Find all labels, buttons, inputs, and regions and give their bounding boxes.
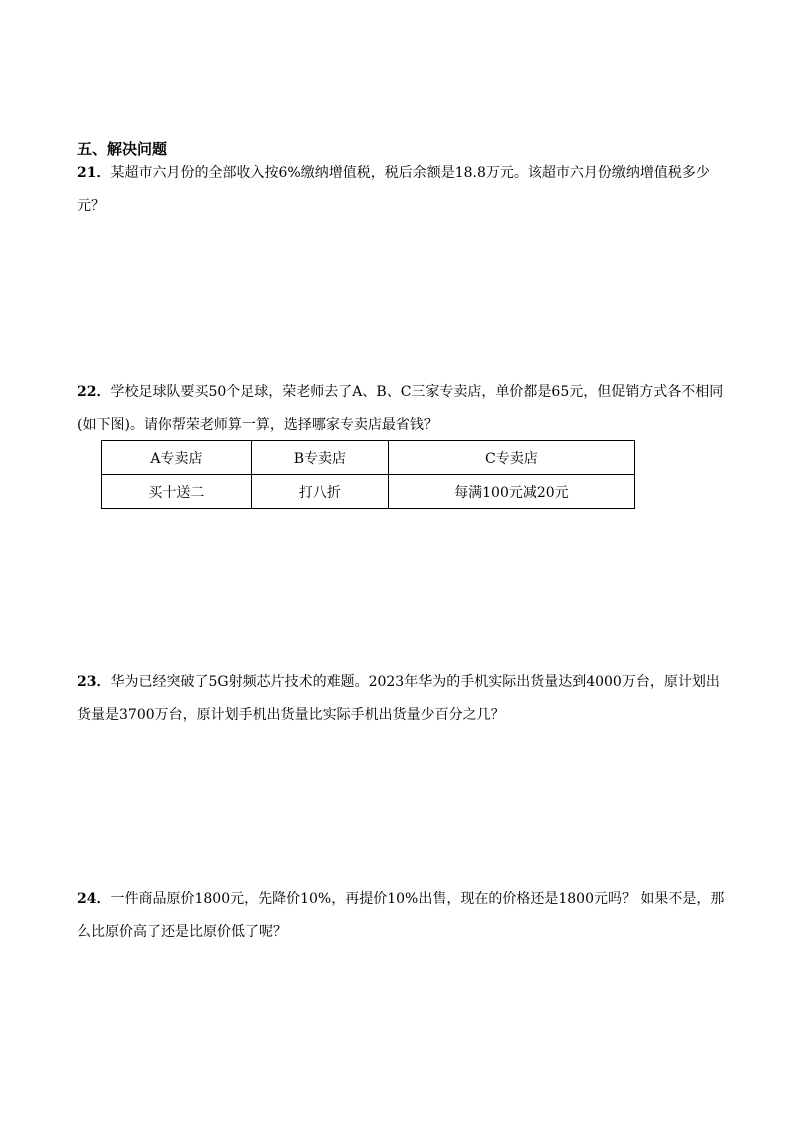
table-row (102, 475, 635, 509)
table-cell: 买十送二 (102, 475, 252, 509)
question-text: 某超市六月份的全部收入按6%缴纳增值税，税后余额是18.8万元。该超市六月份缴纳增值税多少元？ (77, 165, 710, 214)
table-header-cell: A专卖店 (102, 441, 252, 475)
question-text: 华为已经突破了5G射频芯片技术的难题。2023年华为的手机实际出货量达到4000万台，原计划出货量是3700万台，原计划手机出货量比实际手机出货量少百分之几？ (77, 674, 720, 723)
table-header-cell: B专卖店 (251, 441, 388, 475)
question-23 (77, 666, 727, 732)
question-22 (77, 376, 727, 442)
question-number: 24． (77, 891, 111, 907)
question-text: 学校足球队要买50个足球，荣老师去了A、B、C三家专卖店，单价都是65元，但促销方式各不相同(如下图)。请你帮荣老师算一算，选择哪家专卖店最省钱？ (77, 384, 724, 433)
table-header-cell: C专卖店 (388, 441, 634, 475)
question-21 (77, 157, 727, 223)
table-cell: 打八折 (251, 475, 388, 509)
table-cell: 每满100元减20元 (388, 475, 634, 509)
question-text: 一件商品原价1800元，先降价10%，再提价10%出售，现在的价格还是1800元吗？ 如果不是，那么比原价高了还是比原价低了呢？ (77, 891, 725, 940)
shop-promotion-table (101, 440, 635, 509)
table-header-row (102, 441, 635, 475)
question-number: 23． (77, 674, 111, 690)
question-number: 21． (77, 165, 111, 181)
question-number: 22． (77, 384, 111, 400)
question-24 (77, 883, 727, 949)
section-title: 五、解决问题 (77, 140, 168, 158)
